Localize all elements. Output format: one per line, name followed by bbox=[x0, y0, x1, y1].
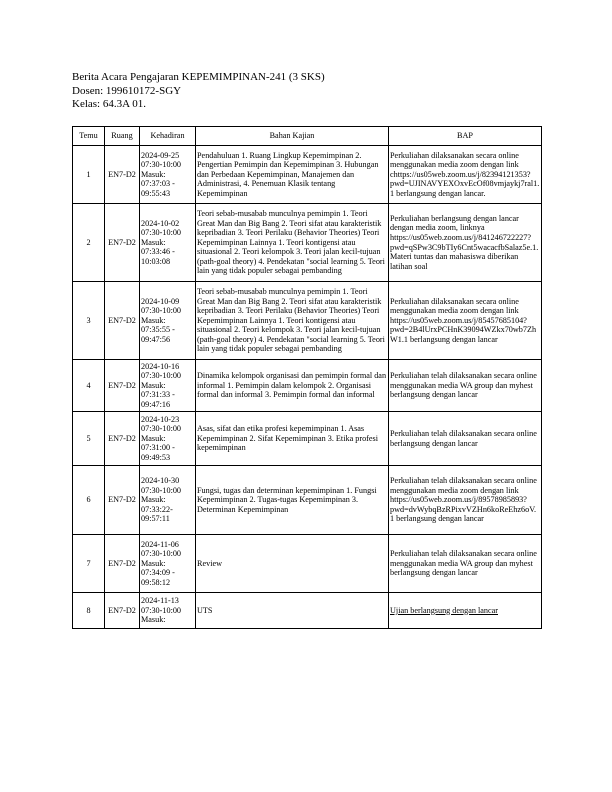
cell-kehadiran: 2024-10-23 07:30-10:00 Masuk: 07:31:00 - 09:49:53 bbox=[140, 412, 196, 466]
cell-bahan-kajian: Review bbox=[196, 535, 389, 593]
cell-temu: 2 bbox=[73, 204, 105, 282]
cell-temu: 6 bbox=[73, 466, 105, 535]
cell-temu: 5 bbox=[73, 412, 105, 466]
bap-table bbox=[72, 126, 542, 629]
cell-ruang: EN7-D2 bbox=[105, 593, 140, 629]
cell-bahan-kajian: Asas, sifat dan etika profesi kepemimpinan 1. Asas Kepemimpinan 2. Sifat Kepemimpinan 3. Etika profesi kepemimpinan bbox=[196, 412, 389, 466]
cell-bap: Perkuliahan dilaksanakan secara online menggunakan media zoom dengan link https://us05web.zoom.us/j/85457685104?pwd=2B4lUrxPCHnK39094WZkx70wb7ZhW1.1 berlangsung dengan lancar bbox=[389, 282, 542, 360]
col-header-bahan-kajian: Bahan Kajian bbox=[196, 127, 389, 146]
cell-bahan-kajian: Dinamika kelompok organisasi dan pemimpin formal dan informal 1. Pemimpin dalam kelompok 2. Organisasi formal dan informal 3. Pemimpin formal dan informal bbox=[196, 360, 389, 412]
cell-bap: Perkuliahan berlangsung dengan lancar dengan media zoom, linknya https://us05web.zoom.us/j/841246722227?pwd=qSPw3C9bTIy6Cnt5wacacfbSalaz5e.1. Materi tuntas dan mahasiswa diberikan latihan soal bbox=[389, 204, 542, 282]
table-row bbox=[73, 146, 542, 204]
cell-bahan-kajian: Teori sebab-musabab munculnya pemimpin 1. Teori Great Man dan Big Bang 2. Teori sifat atau karakteristik kepribadian 3. Teori Perilaku (Behavior Theories) Teori Kepemimpinan Lainnya 1. Teori kontigensi atau situasional 2. Teori kelompok 3. Teori jalan kecil-tujuan (path-goal theory) 4. Pendekatan "social learning 5. Teori lain yang tidak populer sebagai pembanding bbox=[196, 282, 389, 360]
document-header bbox=[72, 71, 325, 112]
cell-kehadiran: 2024-11-13 07:30-10:00 Masuk: bbox=[140, 593, 196, 629]
col-header-ruang: Ruang bbox=[105, 127, 140, 146]
cell-temu: 1 bbox=[73, 146, 105, 204]
cell-bap-text: Ujian berlangsung dengan lancar bbox=[390, 605, 498, 615]
cell-ruang: EN7-D2 bbox=[105, 282, 140, 360]
cell-kehadiran: 2024-11-06 07:30-10:00 Masuk: 07:34:09 - 09:58:12 bbox=[140, 535, 196, 593]
cell-temu: 3 bbox=[73, 282, 105, 360]
cell-kehadiran: 2024-10-16 07:30-10:00 Masuk: 07:31:33 - 09:47:16 bbox=[140, 360, 196, 412]
table-row bbox=[73, 593, 542, 629]
cell-bahan-kajian: Pendahuluan 1. Ruang Lingkup Kepemimpinan 2. Pengertian Pemimpin dan Kepemimpinan 3. Hubungan dan Perbedaan Kepemimpinan, Manajemen dan Administrasi, 4. Penemuan Klasik tentang Kepemimpinan bbox=[196, 146, 389, 204]
cell-kehadiran: 2024-10-02 07:30-10:00 Masuk: 07:33:46 - 10:03:08 bbox=[140, 204, 196, 282]
table-row bbox=[73, 412, 542, 466]
class-line: Kelas: 64.3A 01. bbox=[72, 98, 146, 110]
table-row bbox=[73, 535, 542, 593]
cell-bahan-kajian: Teori sebab-musabab munculnya pemimpin 1. Teori Great Man dan Big Bang 2. Teori sifat atau karakteristik kepribadian 3. Teori Perilaku (Behavior Theories) Teori Kepemimpinan Lainnya 1. Teori kontigensi atau situasional 2. Teori kelompok 3. Teori jalan kecil-tujuan (path-goal theory) 4. Pendekatan "social learning 5. Teori lain yang tidak populer sebagai pembanding bbox=[196, 204, 389, 282]
cell-kehadiran: 2024-10-30 07:30-10:00 Masuk: 07:33:22- 09:57:11 bbox=[140, 466, 196, 535]
table-row bbox=[73, 204, 542, 282]
cell-ruang: EN7-D2 bbox=[105, 466, 140, 535]
table-row bbox=[73, 282, 542, 360]
cell-bap: Perkuliahan telah dilaksanakan secara online berlangsung dengan lancar bbox=[389, 412, 542, 466]
cell-bahan-kajian: UTS bbox=[196, 593, 389, 629]
cell-ruang: EN7-D2 bbox=[105, 360, 140, 412]
cell-temu: 7 bbox=[73, 535, 105, 593]
col-header-kehadiran: Kehadiran bbox=[140, 127, 196, 146]
cell-bahan-kajian: Fungsi, tugas dan determinan kepemimpinan 1. Fungsi Kepemimpinan 2. Tugas-tugas Kepemimpinan 3. Determinan Kepemimpinan bbox=[196, 466, 389, 535]
cell-bap: Perkuliahan telah dilaksanakan secara online menggunakan media WA group dan myhest berlangsung dengan lancar bbox=[389, 360, 542, 412]
cell-temu: 8 bbox=[73, 593, 105, 629]
course-title: Berita Acara Pengajaran KEPEMIMPINAN-241 (3 SKS) bbox=[72, 71, 325, 83]
cell-ruang: EN7-D2 bbox=[105, 146, 140, 204]
cell-temu: 4 bbox=[73, 360, 105, 412]
table-header-row bbox=[73, 127, 542, 146]
col-header-bap: BAP bbox=[389, 127, 542, 146]
cell-kehadiran: 2024-10-09 07:30-10:00 Masuk: 07:35:55 - 09:47:56 bbox=[140, 282, 196, 360]
cell-ruang: EN7-D2 bbox=[105, 412, 140, 466]
cell-ruang: EN7-D2 bbox=[105, 535, 140, 593]
table-row bbox=[73, 466, 542, 535]
cell-kehadiran: 2024-09-25 07:30-10:00 Masuk: 07:37:03 - 09:55:43 bbox=[140, 146, 196, 204]
table-row bbox=[73, 360, 542, 412]
cell-bap: Perkuliahan telah dilaksanakan secara online menggunakan media zoom dengan link https://us05web.zoom.us/j/89578985893?pwd=dvWybqBzRPixvVZHn6koReEhz6oV.1 berlangsung dengan lancar bbox=[389, 466, 542, 535]
cell-bap: Perkuliahan dilaksanakan secara online menggunakan media zoom dengan link chttps://us05web.zoom.us/j/82394121353?pwd=UJINAVYEXOxvEcOf08vmjaykj7ral1.1 berlangsung dengan lancar. bbox=[389, 146, 542, 204]
cell-bap: Perkuliahan telah dilaksanakan secara online menggunakan media WA group dan myhest berlangsung dengan lancar bbox=[389, 535, 542, 593]
col-header-temu: Temu bbox=[73, 127, 105, 146]
cell-bap bbox=[389, 593, 542, 629]
lecturer-line: Dosen: 199610172-SGY bbox=[72, 84, 182, 97]
cell-ruang: EN7-D2 bbox=[105, 204, 140, 282]
